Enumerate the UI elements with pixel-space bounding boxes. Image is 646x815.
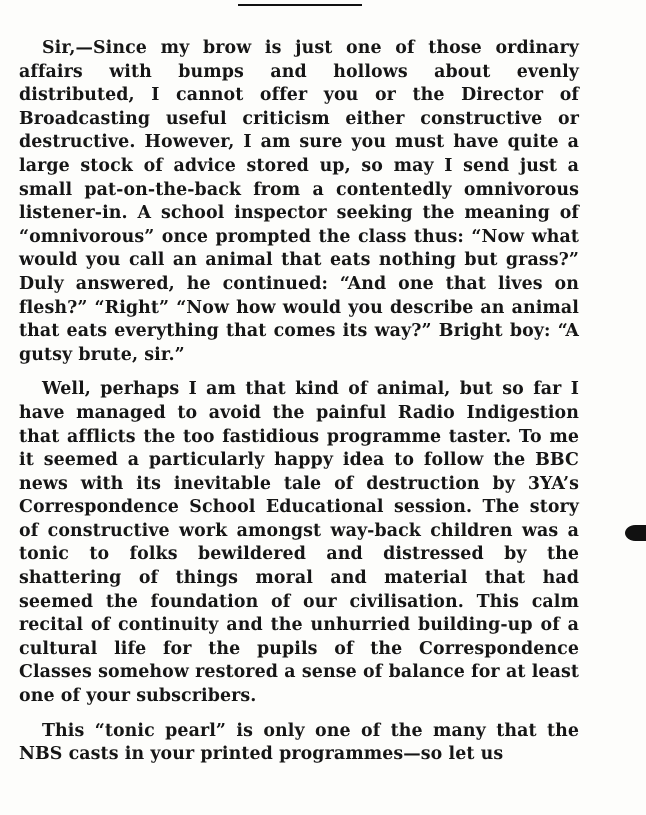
- letter-paragraph-3: This “tonic pearl” is only one of the many that the NBS casts in your printed programmes—so let us: [19, 720, 579, 765]
- section-divider-rule: [238, 4, 362, 6]
- letter-body: [19, 37, 579, 767]
- letter-paragraph-1: Sir,—Since my brow is just one of those ordinary affairs with bumps and hollows about evenly distributed, I cannot offer you or the Director of Broadcasting useful criticism either constructive or destructive. However, I am sure you must have quite a large stock of advice stored up, so may I send just a small pat-on-the-back from a contentedly omnivorous listener-in. A school inspector seeking the meaning of “omnivorous” once prompted the class thus: “Now what would you call an animal that eats nothing but grass?” Duly answered, he continued: “And one that lives on flesh?” “Right” “Now how would you describe an animal that eats everything that comes its way?” Bright boy: “A gutsy brute, sir.”: [19, 38, 579, 365]
- letter-paragraph-2: Well, perhaps I am that kind of animal, but so far I have managed to avoid the painful Radio Indigestion that afflicts the too fastidious programme taster. To me it seemed a particularly happy idea to follow the BBC news with its inevitable tale of destruction by 3YA’s Correspondence School Educational session. The story of constructive work amongst way-back children was a tonic to folks bewildered and distressed by the shattering of things moral and material that had seemed the foundation of our civilisation. This calm recital of continuity and the unhurried building-up of a cultural life for the pupils of the Correspondence Classes somehow restored a sense of balance for at least one of your subscribers.: [19, 379, 579, 707]
- ink-blot-mark: [625, 525, 646, 541]
